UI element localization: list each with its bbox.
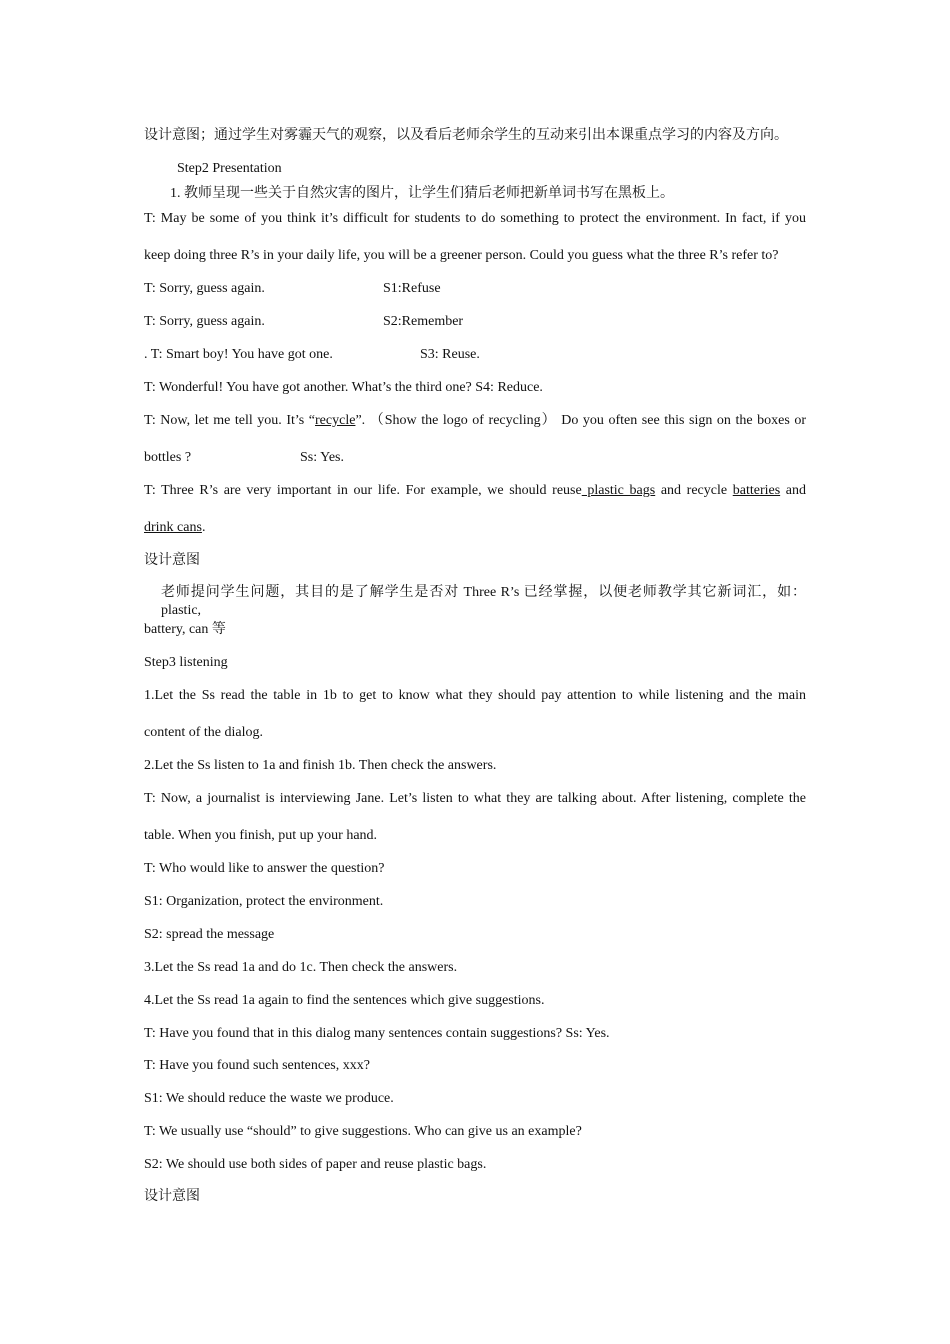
text-segment: ”. （Show the logo of recycling） Do you often see this sign on the boxes or	[355, 413, 806, 428]
teacher-who: T: Who would like to answer the question?	[144, 861, 385, 876]
design-intent-2-line-2: battery, can 等	[144, 622, 226, 637]
teacher-sorry-1: T: Sorry, guess again.	[144, 281, 265, 296]
design-intent-heading-2: 设计意图	[144, 553, 200, 568]
step2-heading: Step2 Presentation	[177, 161, 282, 176]
text-segment: T: Three R’s are very important in our life. For example, we should reuse	[144, 483, 582, 498]
student1-reduce: S1: We should reduce the waste we produce.	[144, 1091, 394, 1106]
student1-organization: S1: Organization, protect the environment.	[144, 894, 384, 909]
underlined-word-recycle: recycle	[315, 413, 356, 428]
design-intent-1: 设计意图；通过学生对雾霾天气的观察，以及看后老师余学生的互动来引出本课重点学习的内容及方向。	[144, 128, 788, 143]
listening-item-1-line-1: 1.Let the Ss read the table in 1b to get to know what they should pay attention to while listening and the main	[144, 688, 806, 703]
teacher-three-rs-line-1	[144, 482, 806, 500]
student1-refuse: S1:Refuse	[383, 281, 441, 296]
teacher-maybe-line-2: keep doing three R’s in your daily life, you will be a greener person. Could you guess what the three R’s refer to?	[144, 248, 779, 263]
teacher-maybe-line-1: T: May be some of you think it’s difficult for students to do something to protect the environment. In fact, if you	[144, 211, 806, 226]
teacher-smart-boy: . T: Smart boy! You have got one.	[144, 347, 333, 362]
step3-heading: Step3 listening	[144, 655, 228, 670]
text-segment: T: Now, let me tell you. It’s “	[144, 413, 316, 428]
underlined-drink-cans: drink cans	[144, 520, 202, 535]
listening-item-4: 4.Let the Ss read 1a again to find the sentences which give suggestions.	[144, 993, 545, 1008]
teacher-three-rs-line-2	[144, 519, 205, 537]
listening-item-3: 3.Let the Ss read 1a and do 1c. Then check the answers.	[144, 960, 458, 975]
text-segment: and	[780, 483, 807, 498]
student2-spread: S2: spread the message	[144, 927, 275, 942]
teacher-recycle-line-1	[144, 412, 806, 430]
teacher-journalist-line-1: T: Now, a journalist is interviewing Jane. Let’s listen to what they are talking about. After listening, complete the	[144, 791, 806, 806]
step2-item-1: 1. 教师呈现一些关于自然灾害的图片，让学生们猜后老师把新单词书写在黑板上。	[170, 186, 674, 201]
listening-item-2: 2.Let the Ss listen to 1a and finish 1b. Then check the answers.	[144, 758, 497, 773]
students-yes: Ss: Yes.	[300, 450, 344, 465]
teacher-found-suggestions: T: Have you found that in this dialog many sentences contain suggestions? Ss: Yes.	[144, 1026, 610, 1041]
student2-both-sides: S2: We should use both sides of paper and reuse plastic bags.	[144, 1157, 487, 1172]
teacher-sorry-2: T: Sorry, guess again.	[144, 314, 265, 329]
teacher-journalist-line-2: table. When you finish, put up your hand.	[144, 828, 378, 843]
underlined-batteries: batteries	[732, 483, 781, 498]
student3-reuse: S3: Reuse.	[420, 347, 480, 362]
text-segment: and recycle	[655, 483, 733, 498]
bottles-question: bottles ?	[144, 450, 192, 465]
teacher-should: T: We usually use “should” to give suggestions. Who can give us an example?	[144, 1124, 582, 1139]
text-segment: .	[201, 520, 206, 535]
design-intent-heading-3: 设计意图	[144, 1189, 200, 1204]
underlined-plastic-bags: plastic bags	[581, 483, 656, 498]
design-intent-2-line-1: 老师提问学生问题，其目的是了解学生是否对 Three R’s 已经掌握，以便老师教学其它新词汇，如：plastic,	[161, 585, 806, 618]
listening-item-1-line-2: content of the dialog.	[144, 725, 263, 740]
student2-remember: S2:Remember	[383, 314, 464, 329]
teacher-wonderful: T: Wonderful! You have got another. What’s the third one? S4: Reduce.	[144, 380, 543, 395]
teacher-found-sentences: T: Have you found such sentences, xxx?	[144, 1058, 370, 1073]
